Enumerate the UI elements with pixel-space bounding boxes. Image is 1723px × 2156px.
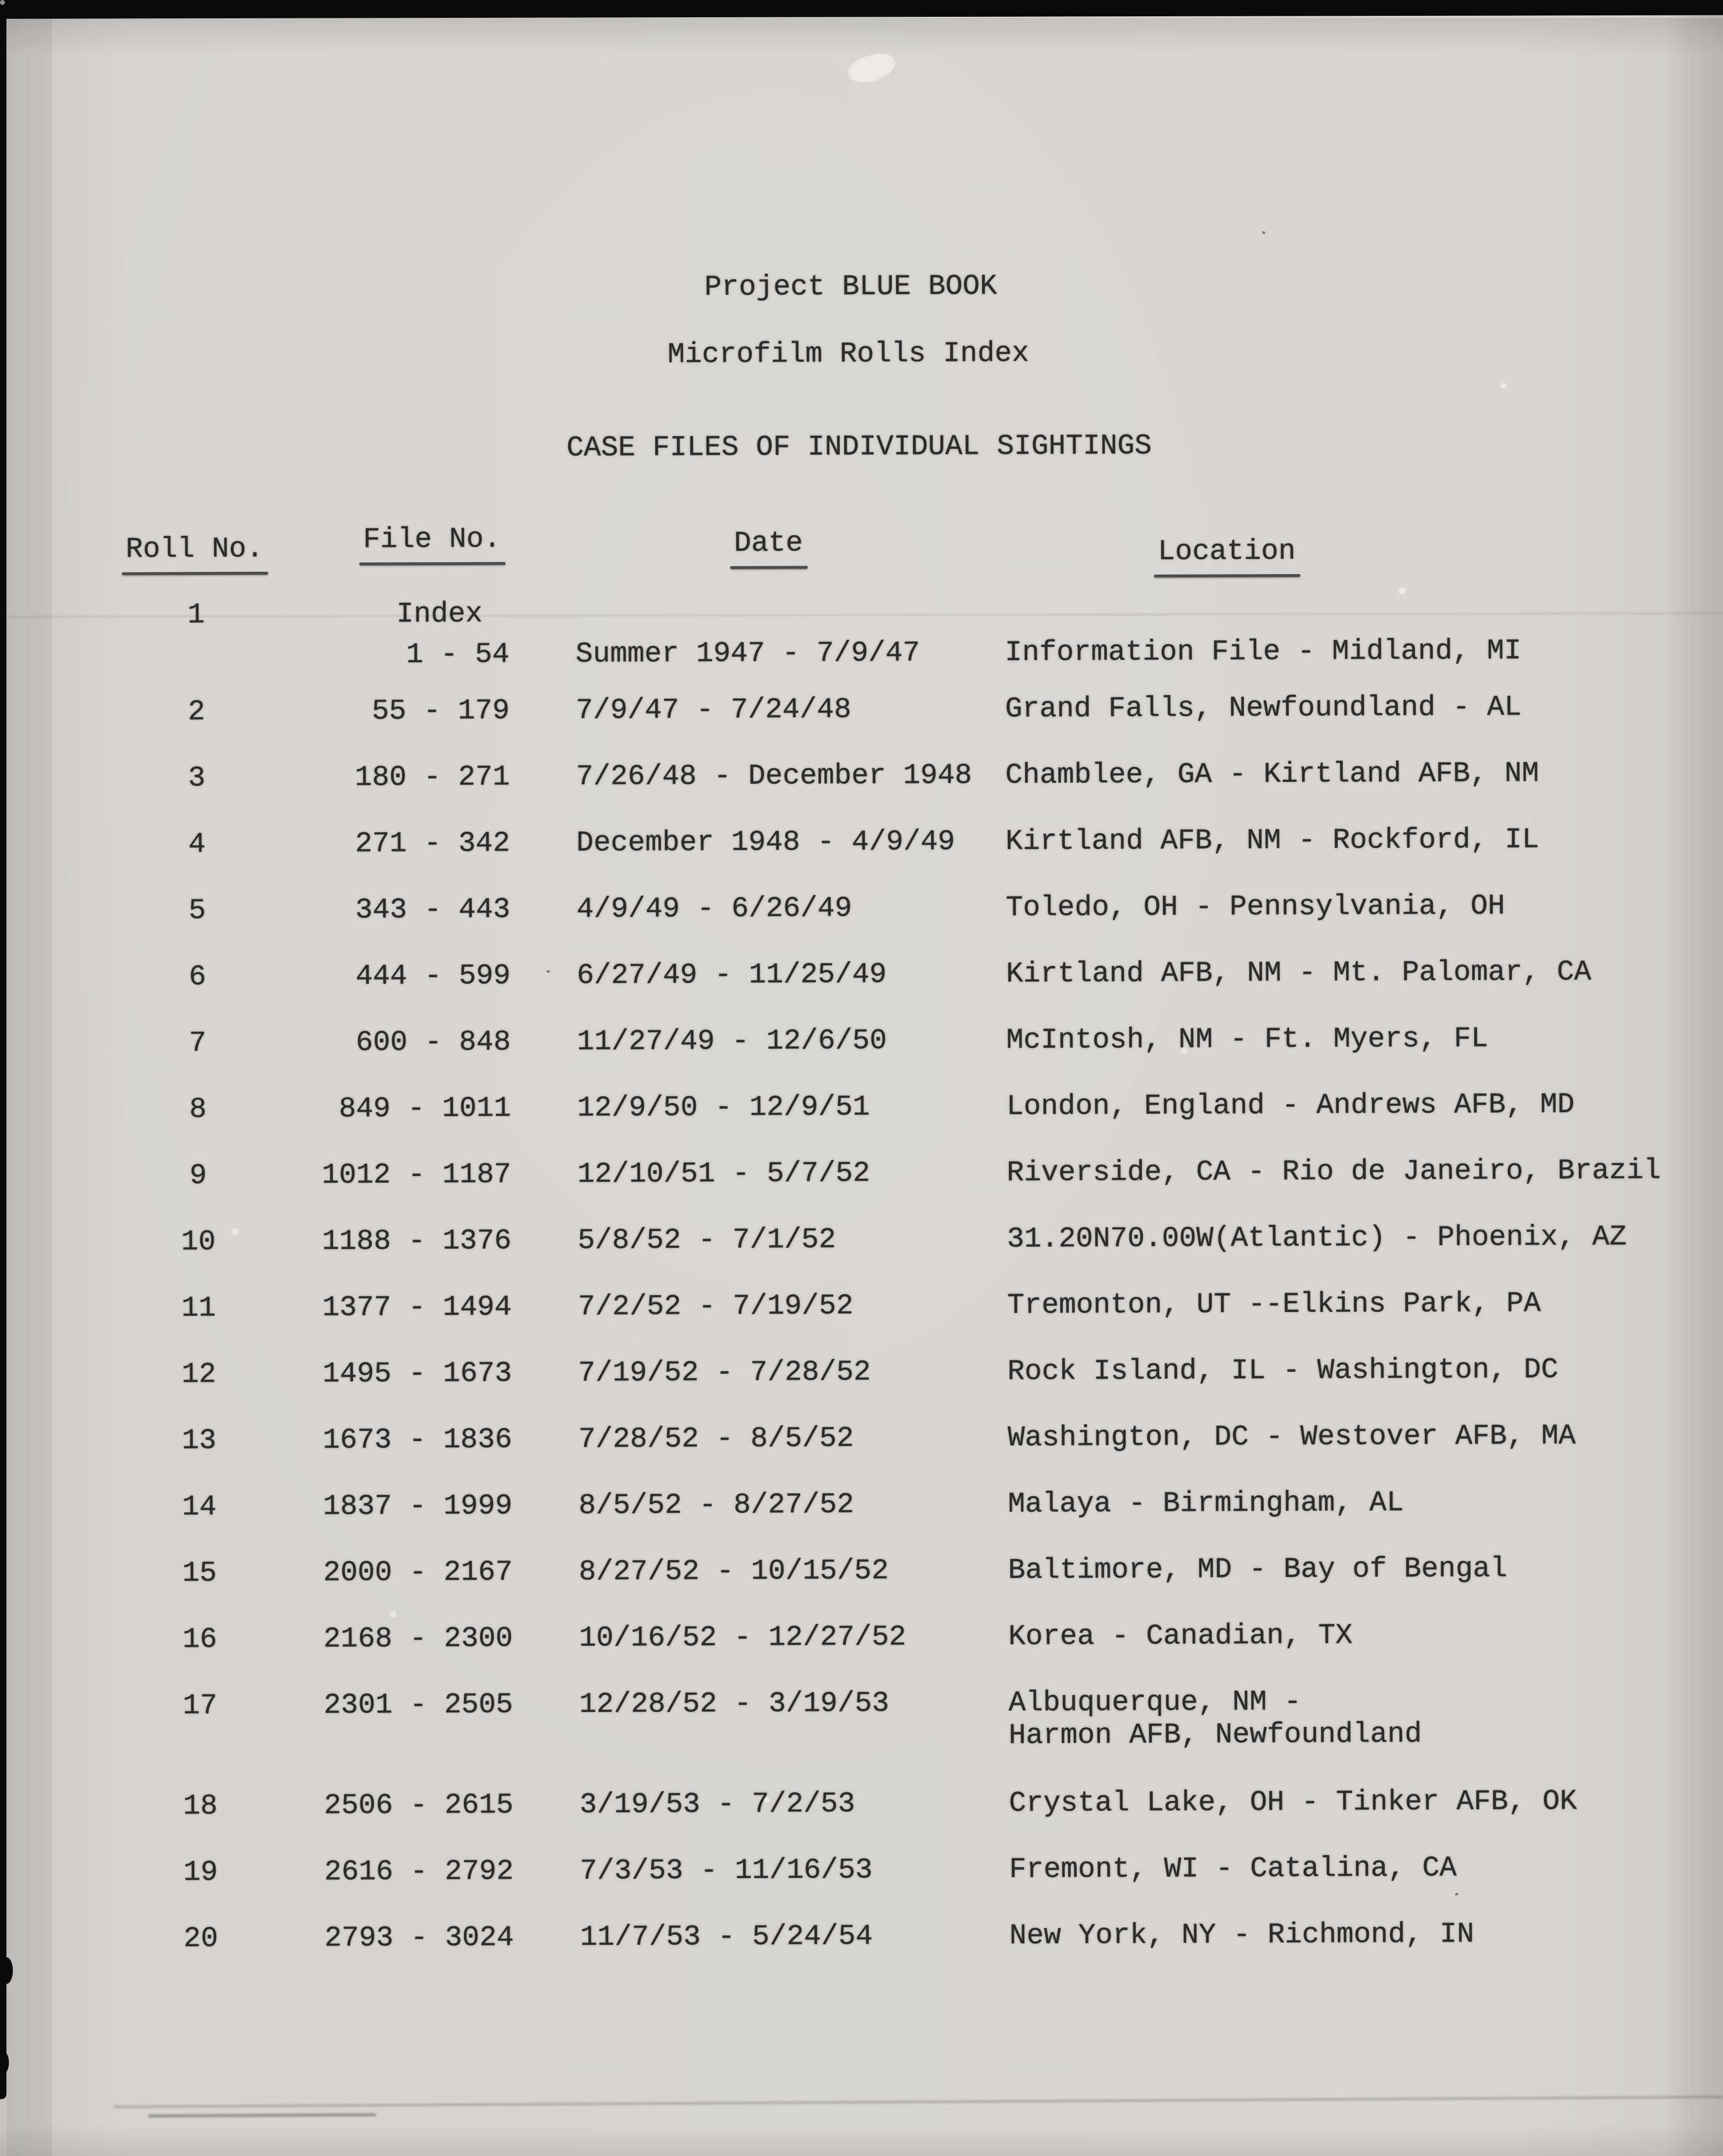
row-11-roll-no: 11 bbox=[181, 1292, 216, 1325]
row-8-date: 12/9/50 - 12/9/51 bbox=[577, 1091, 870, 1125]
row-19-file-no: 2616 - 2792 bbox=[324, 1855, 514, 1888]
row-14-date: 8/5/52 - 8/27/52 bbox=[578, 1489, 855, 1523]
row-14-roll-no: 14 bbox=[182, 1491, 217, 1524]
row-4-date: December 1948 - 4/9/49 bbox=[576, 826, 955, 860]
row-14-file-no: 1837 - 1999 bbox=[323, 1490, 513, 1523]
row-4-roll-no: 4 bbox=[188, 828, 206, 861]
row-17-file-no: 2301 - 2505 bbox=[323, 1689, 513, 1722]
row-3-location: Chamblee, GA - Kirtland AFB, NM bbox=[1005, 758, 1539, 792]
row-3-file-no: 180 - 271 bbox=[355, 761, 510, 794]
row-15-date: 8/27/52 - 10/15/52 bbox=[579, 1555, 889, 1589]
row-6-file-no: 444 - 599 bbox=[355, 960, 511, 993]
row-9-location: Riverside, CA - Rio de Janeiro, Brazil bbox=[1006, 1155, 1661, 1189]
row-13-location: Washington, DC - Westover AFB, MA bbox=[1007, 1420, 1576, 1454]
row-5-roll-no: 5 bbox=[188, 895, 206, 927]
row-7-file-no: 600 - 848 bbox=[356, 1026, 511, 1059]
row-20-location: New York, NY - Richmond, IN bbox=[1009, 1918, 1474, 1952]
row-10-location: 31.20N70.00W(Atlantic) - Phoenix, AZ bbox=[1007, 1221, 1627, 1256]
row-3-date: 7/26/48 - December 1948 bbox=[576, 760, 972, 794]
row-16-location: Korea - Canadian, TX bbox=[1008, 1619, 1353, 1653]
row-16-roll-no: 16 bbox=[182, 1623, 217, 1656]
row-5-file-no: 343 - 443 bbox=[355, 894, 510, 927]
row-19-date: 7/3/53 - 11/16/53 bbox=[580, 1854, 873, 1887]
row-17-roll-no: 17 bbox=[182, 1690, 218, 1722]
row-8-file-no: 849 - 1011 bbox=[339, 1092, 511, 1125]
row-6-location: Kirtland AFB, NM - Mt. Palomar, CA bbox=[1006, 956, 1591, 990]
row-19-location: Fremont, WI - Catalina, CA bbox=[1009, 1852, 1457, 1886]
row-1-roll-no: 1 bbox=[187, 599, 205, 631]
row-18-file-no: 2506 - 2615 bbox=[324, 1789, 514, 1822]
row-6-roll-no: 6 bbox=[188, 961, 206, 993]
row-12-file-no: 1495 - 1673 bbox=[322, 1357, 512, 1391]
row-13-file-no: 1673 - 1836 bbox=[322, 1424, 512, 1457]
row-18-date: 3/19/53 - 7/2/53 bbox=[580, 1788, 856, 1821]
row-17-date: 12/28/52 - 3/19/53 bbox=[579, 1687, 890, 1721]
row-10-roll-no: 10 bbox=[181, 1226, 216, 1258]
row-1-date: Summer 1947 - 7/9/47 bbox=[575, 637, 920, 671]
row-11-date: 7/2/52 - 7/19/52 bbox=[578, 1290, 854, 1324]
row-2-date: 7/9/47 - 7/24/48 bbox=[576, 694, 852, 727]
row-20-file-no: 2793 - 3024 bbox=[324, 1922, 514, 1955]
row-2-file-no: 55 - 179 bbox=[371, 695, 510, 728]
row-6-date: 6/27/49 - 11/25/49 bbox=[577, 958, 887, 992]
row-5-date: 4/9/49 - 6/26/49 bbox=[576, 893, 852, 926]
row-20-roll-no: 20 bbox=[183, 1923, 218, 1955]
row-1-location: Information File - Midland, MI bbox=[1004, 635, 1522, 669]
row-18-location: Crystal Lake, OH - Tinker AFB, OK bbox=[1009, 1785, 1577, 1820]
row-2-location: Grand Falls, Newfoundland - AL bbox=[1005, 691, 1522, 725]
row-11-file-no: 1377 - 1494 bbox=[322, 1291, 512, 1324]
row-4-location: Kirtland AFB, NM - Rockford, IL bbox=[1005, 824, 1540, 858]
row-1-file-no: 1 - 54 bbox=[406, 638, 510, 672]
row-4-file-no: 271 - 342 bbox=[355, 827, 510, 860]
row-13-roll-no: 13 bbox=[181, 1425, 217, 1457]
row-19-roll-no: 19 bbox=[183, 1856, 218, 1889]
row-11-location: Tremonton, UT --Elkins Park, PA bbox=[1007, 1288, 1541, 1322]
document-subtitle: Microfilm Rolls Index bbox=[667, 337, 1029, 371]
row-7-location: McIntosh, NM - Ft. Myers, FL bbox=[1006, 1023, 1489, 1057]
row-12-date: 7/19/52 - 7/28/52 bbox=[578, 1356, 871, 1390]
row-14-location: Malaya - Birmingham, AL bbox=[1007, 1487, 1404, 1521]
row-17-location: Albuquerque, NM - bbox=[1008, 1686, 1302, 1719]
row-15-location: Baltimore, MD - Bay of Bengal bbox=[1008, 1553, 1507, 1587]
row-9-roll-no: 9 bbox=[189, 1160, 207, 1192]
row-13-date: 7/28/52 - 8/5/52 bbox=[578, 1423, 854, 1456]
row-20-date: 11/7/53 - 5/24/54 bbox=[580, 1920, 873, 1954]
row-16-file-no: 2168 - 2300 bbox=[323, 1622, 513, 1656]
row-7-date: 11/27/49 - 12/6/50 bbox=[577, 1025, 887, 1059]
section-heading: CASE FILES OF INDIVIDUAL SIGHTINGS bbox=[566, 430, 1152, 465]
row-9-file-no: 1012 - 1187 bbox=[321, 1159, 511, 1192]
row-7-roll-no: 7 bbox=[189, 1027, 207, 1060]
row-2-roll-no: 2 bbox=[187, 696, 205, 728]
row-8-roll-no: 8 bbox=[189, 1093, 207, 1126]
row-5-location: Toledo, OH - Pennsylvania, OH bbox=[1005, 890, 1505, 924]
document-title: Project BLUE BOOK bbox=[704, 270, 998, 304]
row-9-date: 12/10/51 - 5/7/52 bbox=[577, 1157, 870, 1191]
row-10-file-no: 1188 - 1376 bbox=[322, 1225, 512, 1258]
row-8-location: London, England - Andrews AFB, MD bbox=[1006, 1088, 1575, 1123]
row-16-date: 10/16/52 - 12/27/52 bbox=[579, 1621, 907, 1655]
row-15-roll-no: 15 bbox=[182, 1557, 217, 1590]
row-12-location: Rock Island, IL - Washington, DC bbox=[1007, 1354, 1558, 1388]
row-18-roll-no: 18 bbox=[183, 1790, 218, 1823]
typewritten-sheet: Project BLUE BOOK Microfilm Rolls Index CASE FILES OF INDIVIDUAL SIGHTINGS Roll No. File No. Date Location 1 Index 1 - 54 Summer 1947 - 7/9/47 Information File - Midland, MI 2 55 - 179 7/9/47 - 7/24/48 Grand Falls, Newfoundland - AL 3 180 - 271 7/26/48 - December 1948 Chamblee, GA - Kirtland AFB, NM 4 271 - 342 December 1948 - 4/9/49 Kirtland AFB, NM - Rockford, IL 5 343 - 443 4/9/49 - 6/26/49 Toledo, OH - Pennsylvania, OH 6 444 - 599 6/27/49 - 11/25/49 Kirtland AFB, NM - Mt. Palomar, CA 7 600 - 848 11/27/49 - 12/6/50 McIntosh, NM - Ft. Myers, FL 8 849 - 1011 12/9/50 - 12/9/51 London, England - Andrews AFB, MD 9 1012 - 1187 12/10/51 - 5/7/52 Riverside, CA - Rio de Janeiro, Brazil 10 1188 - 1376 5/8/52 - 7/1/52 31.20N70.00W(Atlantic) - Phoenix, AZ 11 1377 - 1494 7/2/52 - 7/19/52 Tremonton, UT --Elkins Park, PA 12 1495 - 1673 7/19/52 - 7/28/52 Rock Island, IL - Washington, DC 13 1673 - 1836 7/28/52 - 8/5/52 Washington, DC - Westover AFB, MA 14 1837 - 1999 8/5/52 - 8/27/52 Malaya - Birmingham, AL 15 2000 - 2167 8/27/52 - 10/15/52 Baltimore, MD - Bay of Bengal 16 2168 - 2300 10/16/52 - 12/27/52 Korea - Canadian, TX 17 2301 - 2505 12/28/52 - 3/19/53 Albuquerque, NM - Harmon AFB, Newfoundland 18 2506 - 2615 3/19/53 - 7/2/53 Crystal Lake, OH - Tinker AFB, OK 19 2616 - 2792 7/3/53 - 11/16/53 Fremont, WI - Catalina, CA 20 2793 - 3024 11/7/53 - 5/24/54 New York, NY - Richmond, IN bbox=[0, 0, 1723, 2156]
row-15-file-no: 2000 - 2167 bbox=[323, 1556, 513, 1589]
row-1-index-label: Index bbox=[396, 598, 483, 631]
row-10-date: 5/8/52 - 7/1/52 bbox=[578, 1224, 836, 1258]
row-17-location-line2: Harmon AFB, Newfoundland bbox=[1008, 1718, 1422, 1752]
row-12-roll-no: 12 bbox=[181, 1358, 217, 1391]
row-3-roll-no: 3 bbox=[188, 762, 206, 795]
